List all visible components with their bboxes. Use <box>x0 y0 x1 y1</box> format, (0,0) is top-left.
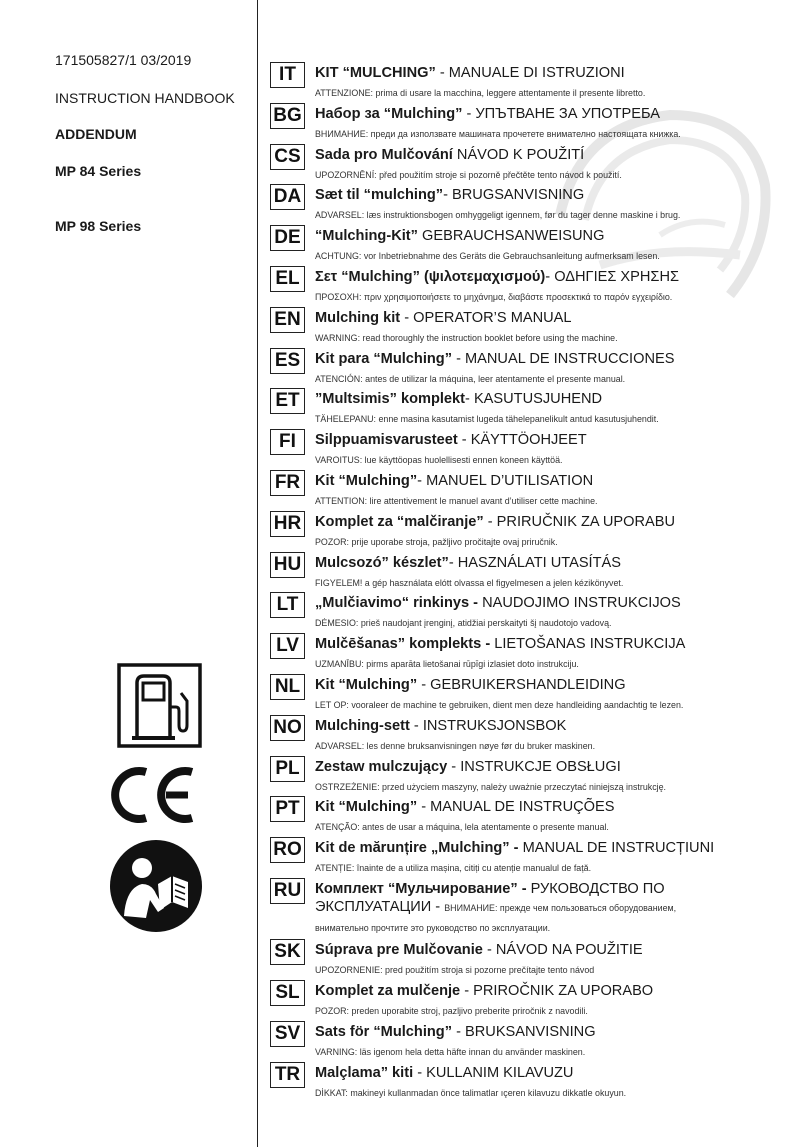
kit-name: Mulching kit <box>315 309 401 326</box>
language-code-badge: EN <box>270 307 305 333</box>
warning-text: DĖMESIO: prieš naudojant įrenginį, atidžiai perskaityti šį naudotojo vadovą. <box>315 618 612 629</box>
kit-name: Σετ “Mulching” (ψιλοτεμαχισμού) <box>315 268 546 285</box>
language-code-badge: DA <box>270 184 305 210</box>
warning-text: WARNING: read thoroughly the instruction booklet before using the machine. <box>315 332 618 343</box>
manual-type: LIETOŠANAS INSTRUKCIJA <box>490 636 686 653</box>
ce-mark-icon <box>108 764 196 826</box>
series-mp84: MP 84 Series <box>55 163 142 179</box>
language-code-badge: HU <box>270 552 305 578</box>
manual-type: - ΟΔΗΓΙΕΣ ΧΡΗΣΗΣ <box>545 268 680 285</box>
manual-title <box>315 473 593 490</box>
language-code-badge: RO <box>270 837 305 863</box>
warning-text: UZMANĪBU: pirms aparāta lietošanai rūpīgi izlasiet doto instrukciju. <box>315 659 579 670</box>
left-column <box>0 0 257 1147</box>
manual-title <box>315 1065 573 1082</box>
manual-type: - GEBRUIKERSHANDLEIDING <box>417 676 626 693</box>
warning-text: DİKKAT: makineyi kullanmadan önce talimatlar ıçeren kilavuzu dikkatle okuyun. <box>315 1087 627 1098</box>
kit-name: Komplet za mulčenje <box>315 982 461 999</box>
manual-type: - BRUGSANVISNING <box>443 187 585 204</box>
manual-type: - MANUAL DE INSTRUÇÕES <box>417 799 615 816</box>
warning-text: ATTENZIONE: prima di usare la macchina, leggere attentamente il presente libretto. <box>315 88 646 98</box>
language-code-badge: EL <box>270 266 305 292</box>
manual-type: - MANUEL D’UTILISATION <box>417 472 594 489</box>
manual-title <box>315 391 602 408</box>
fuel-pump-icon <box>117 663 202 748</box>
language-entry-ro <box>270 837 800 878</box>
manual-type: - NÁVOD NA POUŽITIE <box>482 942 643 959</box>
warning-text: UPOZORNĚNÍ: před použitím stroje si pozorně přečtěte tento návod k použití. <box>315 169 622 180</box>
language-entry-da <box>270 184 800 225</box>
kit-name: „Mulčiavimo“ rinkinys - <box>315 595 479 612</box>
language-code-badge: LV <box>270 633 305 659</box>
language-entry-fr <box>270 470 800 511</box>
language-entry-fi <box>270 429 800 470</box>
kit-name: Sats för “Mulching” <box>315 1023 453 1040</box>
language-entry-el <box>270 266 800 307</box>
language-entry-et <box>270 388 800 429</box>
manual-type: - BRUKSANVISNING <box>452 1023 596 1040</box>
manual-title <box>315 942 643 959</box>
manual-type: NÁVOD K POUŽITÍ <box>452 146 585 163</box>
warning-text: ВНИМАНИЕ: преди да използвате машината прочетете внимателно настоящата книжка. <box>315 128 681 139</box>
manual-title <box>315 677 626 694</box>
language-entry-bg <box>270 103 800 144</box>
warning-text: VARNING: läs igenom hela detta häfte innan du använder maskinen. <box>315 1046 586 1057</box>
kit-name: Mulcsozó” készlet” <box>315 554 449 571</box>
kit-name: Zestaw mulczujący <box>315 758 448 775</box>
kit-name: “Mulching-Kit” <box>315 228 418 245</box>
warning-text: ATTENTION: lire attentivement le manuel avant d’utiliser cette machine. <box>315 495 598 506</box>
language-code-badge: DE <box>270 225 305 251</box>
warning-text: ΠΡΟΣΟΧΗ: πριν χρησιμοποιήσετε το μηχάνημα, διαβάστε προσεκτικά το παρόν εγχειρίδιο. <box>315 291 673 302</box>
language-code-badge: CS <box>270 144 305 170</box>
manual-title <box>315 514 675 531</box>
language-code-badge: SL <box>270 980 305 1006</box>
manual-title <box>315 351 674 368</box>
kit-name: KIT “MULCHING” <box>315 65 436 81</box>
language-code-badge: HR <box>270 511 305 537</box>
language-entry-es <box>270 348 800 389</box>
manual-title <box>315 310 572 327</box>
language-entry-pt <box>270 796 800 837</box>
manual-type: - KASUTUSJUHEND <box>465 391 603 408</box>
language-entry-en <box>270 307 800 348</box>
addendum-label: ADDENDUM <box>55 126 137 142</box>
warning-text: ATENÇÃO: antes de usar a máquina, lela atentamente o presente manual. <box>315 822 609 833</box>
series-mp98: MP 98 Series <box>55 218 142 234</box>
warning-text-cont: внимательно прочтите это руководство по эксплуатации. <box>315 922 551 933</box>
manual-title <box>315 759 621 776</box>
warning-text: ACHTUNG: vor Inbetriebnahme des Geräts die Gebrauchsanleitung aufmerksam lesen. <box>315 251 660 262</box>
language-code-badge: IT <box>270 62 305 88</box>
language-entry-tr <box>270 1062 800 1103</box>
language-code-badge: SK <box>270 939 305 965</box>
manual-type: - INSTRUKCJE OBSŁUGI <box>447 758 621 775</box>
manual-type: - OPERATOR’S MANUAL <box>400 309 572 326</box>
language-code-badge: PL <box>270 756 305 782</box>
manual-title-line2 <box>315 899 676 917</box>
kit-name: Kit de mărunțire „Mulching” - <box>315 840 519 857</box>
kit-name: Комплект “Мульчирование” - <box>315 880 527 897</box>
language-entry-no <box>270 715 800 756</box>
manual-title <box>315 636 685 653</box>
manual-title <box>315 1024 596 1041</box>
language-entry-sv <box>270 1021 800 1062</box>
manual-type: - УПЪТВАНЕ ЗА УПОТРЕБА <box>462 105 661 122</box>
kit-name: Silppuamisvarusteet <box>315 432 458 449</box>
language-entry-de <box>270 225 800 266</box>
kit-name: Sada pro Mulčování <box>315 146 453 163</box>
warning-text: UPOZORNENIE: pred použitím stroja si pozorne prečítajte tento návod <box>315 965 595 976</box>
manual-title <box>315 595 681 612</box>
kit-name: Kit “Mulching” <box>315 799 418 816</box>
manual-title <box>315 269 679 286</box>
manual-type: - KULLANIM KILAVUZU <box>413 1064 574 1081</box>
manual-title <box>315 718 566 735</box>
language-entry-nl <box>270 674 800 715</box>
manual-title <box>315 147 584 164</box>
warning-text: ATENȚIE: înainte de a utiliza mașina, citiți cu atenție manualul de față. <box>315 863 592 874</box>
kit-name: Kit para “Mulching” <box>315 350 453 367</box>
manual-title <box>315 799 614 816</box>
language-entry-ru <box>270 878 800 939</box>
kit-name: Komplet za “malčiranje” <box>315 513 484 530</box>
warning-text: ADVARSEL: les denne bruksanvisningen nøye før du bruker maskinen. <box>315 740 596 751</box>
manual-title <box>315 432 587 449</box>
kit-name: Mulching-sett <box>315 717 410 734</box>
kit-name: Kit “Mulching” <box>315 472 418 489</box>
language-entry-hu <box>270 552 800 593</box>
warning-text: FIGYELEM! a gép használata elótt olvassa el figyelmesen a jelen kézikönyvet. <box>315 577 624 588</box>
read-manual-icon <box>108 838 204 934</box>
manual-type: - KÄYTTÖOHJEET <box>457 432 587 449</box>
manual-type: - MANUAL DE INSTRUCCIONES <box>452 350 675 367</box>
language-entry-lt <box>270 592 800 633</box>
warning-text: ВНИМАНИЕ: прежде чем пользоваться оборудованием, <box>444 902 677 913</box>
kit-name: Набор за “Mulching” <box>315 105 463 122</box>
column-divider <box>257 0 258 1147</box>
warning-text: ADVARSEL: læs instruktionsbogen omhyggeligt igennem, før du tager denne maskine i brug. <box>315 210 681 221</box>
language-entry-it <box>270 62 800 103</box>
language-code-badge: BG <box>270 103 305 129</box>
language-code-badge: LT <box>270 592 305 618</box>
kit-name: Malçlama” kiti <box>315 1064 414 1081</box>
warning-text: POZOR: preden uporabite stroj, pazljivo preberite priročnik z navodili. <box>315 1005 588 1016</box>
language-entry-hr <box>270 511 800 552</box>
manual-type: - HASZNÁLATI UTASÍTÁS <box>448 554 621 571</box>
instruction-handbook-label: INSTRUCTION HANDBOOK <box>55 90 235 106</box>
warning-text: ATENCIÓN: antes de utilizar la máquina, leer atentamente el presente manual. <box>315 373 626 384</box>
warning-text: OSTRZEŻENIE: przed użyciem maszyny, należy uważnie przeczytać niniejszą instrukcję. <box>315 781 667 792</box>
language-entry-pl <box>270 756 800 797</box>
manual-title <box>315 881 665 898</box>
manual-type: - PRIRUČNIK ZA UPORABU <box>483 513 676 530</box>
language-code-badge: RU <box>270 878 305 904</box>
manual-title <box>315 555 621 572</box>
warning-text: POZOR: prije uporabe stroja, pažljivo pročitajte ovaj priručnik. <box>315 536 558 547</box>
manual-type: NAUDOJIMO INSTRUKCIJOS <box>478 595 681 612</box>
language-code-badge: ET <box>270 388 305 414</box>
kit-name: Sæt til “mulching” <box>315 187 444 204</box>
language-code-badge: PT <box>270 796 305 822</box>
language-entry-sk <box>270 939 800 980</box>
manual-title <box>315 106 660 123</box>
language-list <box>270 62 800 1102</box>
warning-text: TÄHELEPANU: enne masina kasutamist lugeda tähelepanelikult antud kasutusjuhendit. <box>315 414 659 425</box>
language-code-badge: TR <box>270 1062 305 1088</box>
manual-type: - PRIROČNIK ZA UPORABO <box>460 982 654 999</box>
manual-type-cont: ЭКСПЛУАТАЦИИ - <box>315 898 445 915</box>
manual-type: - INSTRUKSJONSBOK <box>409 717 567 734</box>
language-entry-lv <box>270 633 800 674</box>
manual-title <box>315 187 584 204</box>
manual-title <box>315 983 653 1000</box>
language-code-badge: FR <box>270 470 305 496</box>
manual-type: MANUAL DE INSTRUCȚIUNI <box>518 840 715 857</box>
kit-name: Mulčēšanas” komplekts - <box>315 636 491 653</box>
language-code-badge: ES <box>270 348 305 374</box>
language-code-badge: NO <box>270 715 305 741</box>
kit-name: ”Multsimis” komplekt <box>315 391 466 408</box>
language-code-badge: SV <box>270 1021 305 1047</box>
manual-type: - MANUALE DI ISTRUZIONI <box>435 65 625 81</box>
language-entry-sl <box>270 980 800 1021</box>
warning-text: LET OP: vooraleer de machine te gebruiken, dient men deze handleiding aandachtig te lezen. <box>315 699 684 710</box>
manual-title <box>315 840 714 857</box>
language-code-badge: NL <box>270 674 305 700</box>
kit-name: Kit “Mulching” <box>315 676 418 693</box>
document-code-date: 171505827/1 03/2019 <box>55 52 192 68</box>
warning-text: VAROITUS: lue käyttöopas huolellisesti ennen koneen käyttöä. <box>315 455 563 466</box>
language-entry-cs <box>270 144 800 185</box>
kit-name: Súprava pre Mulčovanie <box>315 942 483 959</box>
manual-type: GEBRAUCHSANWEISUNG <box>417 228 605 245</box>
manual-title <box>315 65 625 82</box>
manual-type: РУКОВОДСТВО ПО <box>526 880 665 897</box>
language-code-badge: FI <box>270 429 305 455</box>
manual-title <box>315 228 604 245</box>
